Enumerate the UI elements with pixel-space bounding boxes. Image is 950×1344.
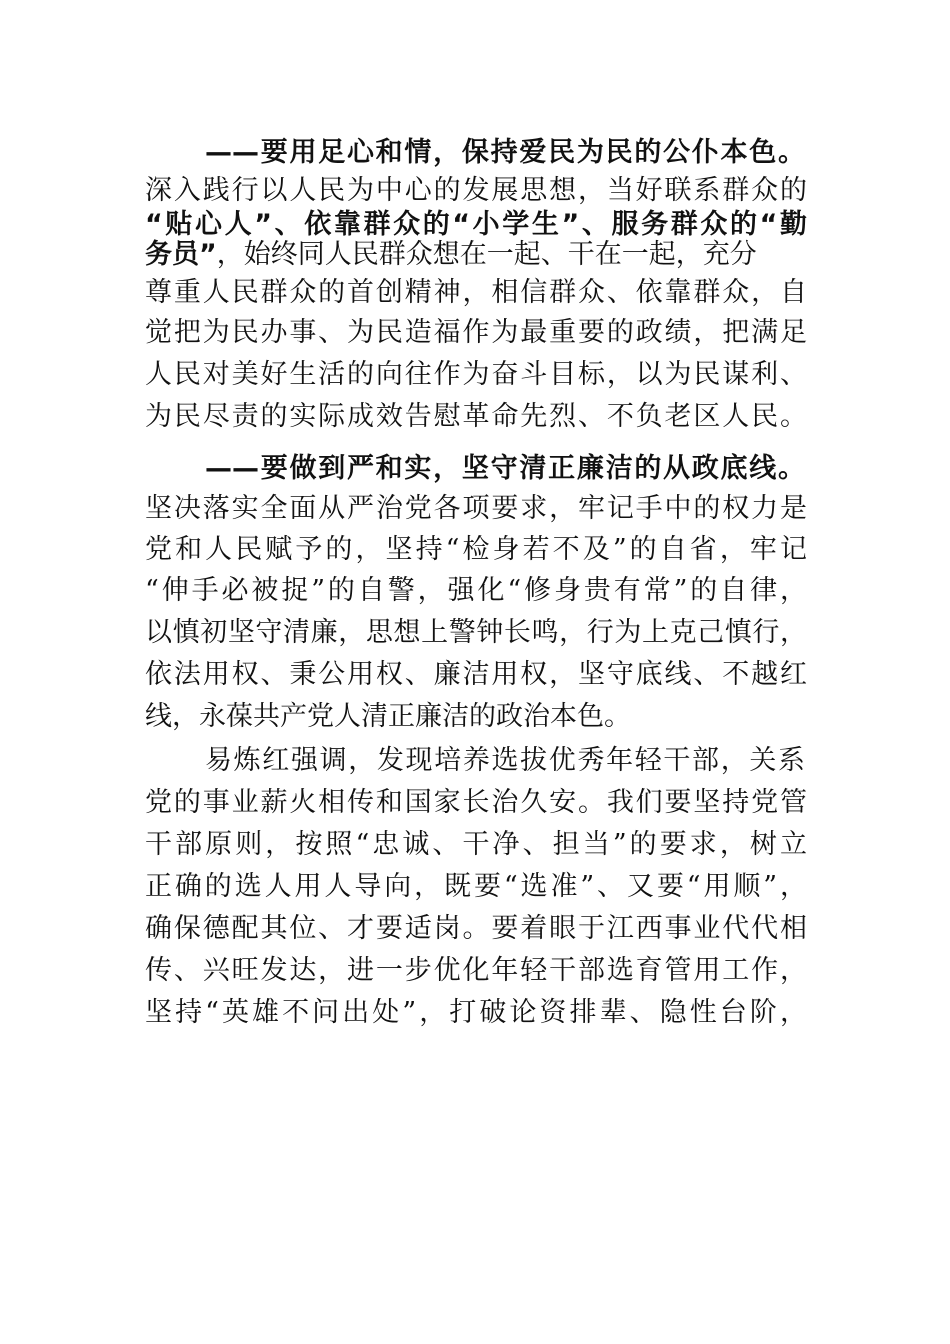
paragraph-line-bold: “贴心人”、依靠群众的“小学生”、服务群众的“勤: [145, 209, 807, 240]
paragraph-line-mixed: [145, 236, 807, 274]
paragraph-line: 坚持“英雄不问出处”，打破论资排辈、隐性台阶，: [145, 997, 807, 1028]
paragraph-line: “伸手必被捉”的自警，强化“修身贵有常”的自律，: [145, 575, 807, 606]
paragraph-line: 正确的选人用人导向，既要“选准”、又要“用顺”，: [145, 871, 807, 902]
paragraph-line: 依法用权、秉公用权、廉洁用权，坚守底线、不越红: [145, 659, 807, 690]
paragraph-line: 党和人民赋予的，坚持“检身若不及”的自省，牢记: [145, 534, 807, 565]
paragraph-line: 以慎初坚守清廉，思想上警钟长鸣，行为上克己慎行，: [145, 617, 807, 648]
paragraph-line: 坚决落实全面从严治党各项要求，牢记手中的权力是: [145, 493, 807, 524]
heading-love-people: ——要用足心和情，保持爱民为民的公仆本色。: [205, 137, 805, 168]
regular-fragment: ，始终同人民群众想在一起、干在一起，充分: [216, 239, 757, 270]
paragraph-line: 党的事业薪火相传和国家长治久安。我们要坚持党管: [145, 787, 807, 818]
paragraph-line-indent: 易炼红强调，发现培养选拔优秀年轻干部，关系: [205, 745, 805, 776]
paragraph-line: 为民尽责的实际成效告慰革命先烈、不负老区人民。: [145, 401, 807, 432]
paragraph-line: 线，永葆共产党人清正廉洁的政治本色。: [145, 701, 631, 732]
paragraph-line: 确保德配其位、才要适岗。要着眼于江西事业代代相: [145, 913, 807, 944]
bold-fragment: 务员”: [145, 239, 217, 270]
paragraph-line: 干部原则，按照“忠诚、干净、担当”的要求，树立: [145, 829, 807, 860]
paragraph-line: 人民对美好生活的向往作为奋斗目标，以为民谋利、: [145, 359, 807, 390]
heading-strict-real: ——要做到严和实，坚守清正廉洁的从政底线。: [205, 453, 805, 484]
paragraph-line: 传、兴旺发达，进一步优化年轻干部选育管用工作，: [145, 955, 807, 986]
paragraph-line: 觉把为民办事、为民造福作为最重要的政绩，把满足: [145, 317, 807, 348]
paragraph-line: 尊重人民群众的首创精神，相信群众、依靠群众，自: [145, 277, 807, 308]
paragraph-line: 深入践行以人民为中心的发展思想，当好联系群众的: [145, 175, 807, 206]
